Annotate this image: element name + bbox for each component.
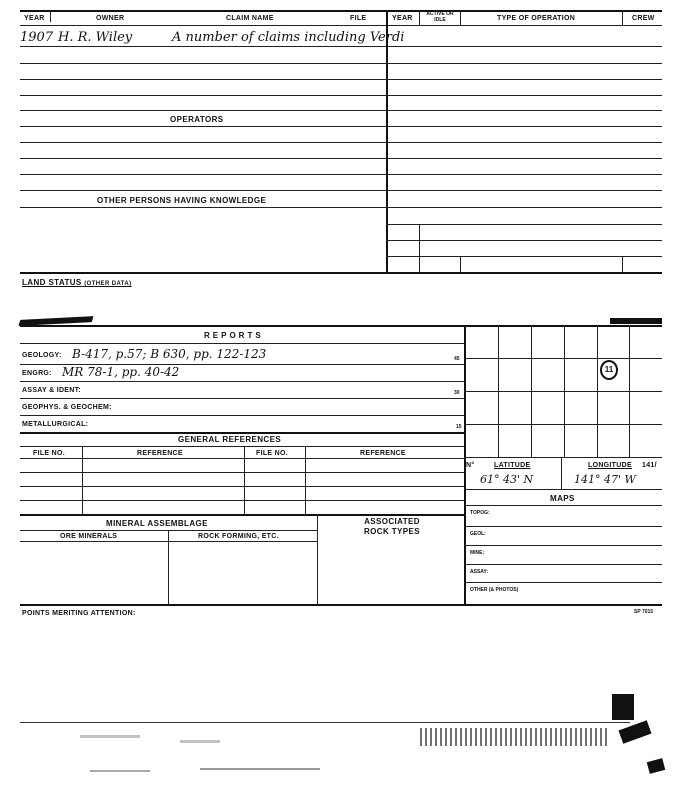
right-row-line bbox=[386, 79, 662, 80]
header-type-of-operation: TYPE OF OPERATION bbox=[497, 15, 576, 22]
form-number: SP 7015 bbox=[634, 609, 654, 615]
ref-bottom bbox=[20, 514, 464, 516]
maps-mine: MINE: bbox=[470, 550, 485, 556]
right-row-line bbox=[386, 142, 662, 143]
longitude-suffix: 141/ bbox=[642, 462, 657, 469]
ref-row-line bbox=[20, 472, 464, 473]
ref-header-top bbox=[20, 446, 464, 447]
reports-heading: REPORTS bbox=[204, 331, 264, 340]
engrg-value: MR 78-1, pp. 40-42 bbox=[62, 365, 180, 379]
ref-col bbox=[244, 446, 245, 514]
scale-15: 15 bbox=[456, 424, 462, 430]
grid-row bbox=[464, 391, 662, 392]
assay-label: ASSAY & IDENT: bbox=[22, 387, 82, 394]
land-status-heading bbox=[22, 278, 132, 287]
ref-col bbox=[305, 446, 306, 514]
metallurgical-label: METALLURGICAL: bbox=[22, 421, 89, 428]
row-line bbox=[20, 126, 386, 127]
latlong-divider bbox=[561, 457, 562, 489]
right-row-line bbox=[386, 158, 662, 159]
right-row-line bbox=[386, 46, 662, 47]
divider-active bbox=[460, 10, 461, 26]
ref-col bbox=[82, 446, 83, 514]
row-line bbox=[20, 46, 386, 47]
engrg-label: ENGRG: bbox=[22, 370, 52, 377]
maps-geol: GEOL: bbox=[470, 531, 486, 537]
header-owner: OWNER bbox=[96, 15, 125, 22]
geophys-label: GEOPHYS. & GEOCHEM: bbox=[22, 404, 112, 411]
scale-45: 45 bbox=[454, 356, 460, 362]
maps-row bbox=[464, 582, 662, 583]
scale-30: 30 bbox=[454, 390, 460, 396]
ref-reference: REFERENCE bbox=[137, 450, 183, 457]
right-row-line bbox=[386, 63, 662, 64]
ref-row-line bbox=[20, 486, 464, 487]
row-line bbox=[20, 79, 386, 80]
row-line bbox=[20, 110, 386, 111]
scan-line bbox=[20, 722, 630, 723]
row-line bbox=[20, 207, 386, 208]
general-references-heading: GENERAL REFERENCES bbox=[178, 435, 282, 444]
geology-value: B-417, p.57; B 630, pp. 122-123 bbox=[72, 347, 267, 361]
divider-main bbox=[386, 10, 388, 272]
maps-assay: ASSAY: bbox=[470, 569, 489, 575]
grid-row bbox=[464, 424, 662, 425]
associated-rock-types-heading: ASSOCIATED ROCK TYPES bbox=[363, 517, 420, 536]
maps-row bbox=[464, 526, 662, 527]
scan-noise bbox=[200, 768, 320, 770]
redaction-mark bbox=[610, 318, 662, 324]
ref-header-bottom bbox=[20, 458, 464, 459]
row-line bbox=[20, 190, 386, 191]
points-top-border bbox=[20, 604, 662, 606]
ref-row-line bbox=[20, 500, 464, 501]
right-row-line bbox=[386, 190, 662, 191]
header-file: FILE bbox=[350, 15, 367, 22]
row-line bbox=[20, 95, 386, 96]
ref-file-no-2: FILE NO. bbox=[256, 450, 288, 457]
divider-crew bbox=[622, 10, 623, 26]
right-row-line bbox=[386, 240, 662, 241]
row-line bbox=[20, 158, 386, 159]
entry-year: 1907 bbox=[20, 30, 54, 45]
right-row-line bbox=[386, 256, 662, 257]
row-line bbox=[20, 63, 386, 64]
entry-claim: A number of claims including Verdi bbox=[172, 30, 405, 45]
right-row-line bbox=[386, 207, 662, 208]
right-tick bbox=[419, 224, 420, 272]
header-underline bbox=[20, 25, 662, 26]
ref-reference-2: REFERENCE bbox=[360, 450, 406, 457]
reports-top-border bbox=[20, 325, 662, 327]
land-status-sub: (OTHER DATA) bbox=[84, 281, 132, 287]
latitude-value: 61° 43' N bbox=[480, 473, 534, 486]
right-row-line bbox=[386, 174, 662, 175]
scan-blot bbox=[619, 720, 652, 743]
points-meriting-attention: POINTS MERITING ATTENTION: bbox=[22, 610, 136, 617]
land-status-line bbox=[20, 272, 662, 274]
operators-heading: OPERATORS bbox=[170, 115, 224, 124]
grid-row bbox=[464, 358, 662, 359]
right-row-line bbox=[386, 126, 662, 127]
row-line bbox=[20, 142, 386, 143]
rock-forming-label: ROCK FORMING, ETC. bbox=[198, 533, 279, 540]
ore-minerals-label: ORE MINERALS bbox=[60, 533, 118, 540]
latitude-label: LATITUDE bbox=[494, 462, 531, 469]
mineral-assemblage-heading: MINERAL ASSEMBLAGE bbox=[106, 519, 208, 528]
scan-noise bbox=[90, 770, 150, 772]
header-year: YEAR bbox=[24, 15, 45, 22]
reports-underline bbox=[20, 343, 464, 344]
scan-blot bbox=[647, 758, 666, 774]
maps-row bbox=[464, 545, 662, 546]
longitude-label: LONGITUDE bbox=[588, 462, 632, 469]
maps-other: OTHER (& PHOTOS) bbox=[470, 587, 519, 593]
reports-row-line bbox=[20, 398, 464, 399]
right-tick bbox=[622, 256, 623, 272]
header-claim-name: CLAIM NAME bbox=[226, 15, 274, 22]
right-tick bbox=[460, 256, 461, 272]
longitude-value: 141° 47' W bbox=[574, 473, 636, 486]
geology-label: GEOLOGY: bbox=[22, 352, 62, 359]
header-crew: CREW bbox=[632, 15, 655, 22]
grid-location-mark: 11 bbox=[600, 360, 618, 380]
scan-blot bbox=[612, 694, 634, 720]
scan-noise bbox=[420, 728, 610, 746]
latitude-prefix: N° bbox=[466, 462, 475, 469]
right-row-line bbox=[386, 224, 662, 225]
divider-year bbox=[419, 10, 420, 26]
header-year-2: YEAR bbox=[392, 15, 413, 22]
row-line bbox=[20, 174, 386, 175]
right-row-line bbox=[386, 110, 662, 111]
maps-row bbox=[464, 564, 662, 565]
maps-topog: TOPOG: bbox=[470, 510, 490, 516]
top-border bbox=[20, 10, 662, 12]
grid-row bbox=[464, 457, 662, 458]
right-row-line bbox=[386, 95, 662, 96]
ref-file-no: FILE NO. bbox=[33, 450, 65, 457]
maps-header-bottom bbox=[464, 505, 662, 506]
maps-top bbox=[464, 489, 662, 490]
scan-noise bbox=[180, 740, 220, 743]
assoc-divider bbox=[317, 514, 318, 604]
scan-noise bbox=[80, 735, 140, 738]
reports-row-line bbox=[20, 415, 464, 416]
land-status-label: LAND STATUS bbox=[22, 278, 82, 287]
header-active-idle: ACTIVE OR IDLE bbox=[426, 11, 454, 23]
other-persons-heading: OTHER PERSONS HAVING KNOWLEDGE bbox=[97, 196, 267, 205]
maps-heading: MAPS bbox=[550, 494, 575, 503]
entry-owner: H. R. Wiley bbox=[58, 30, 133, 45]
header-tick bbox=[50, 12, 51, 22]
reports-bottom bbox=[20, 432, 464, 434]
reports-row-line bbox=[20, 381, 464, 382]
mineral-col bbox=[168, 530, 169, 604]
